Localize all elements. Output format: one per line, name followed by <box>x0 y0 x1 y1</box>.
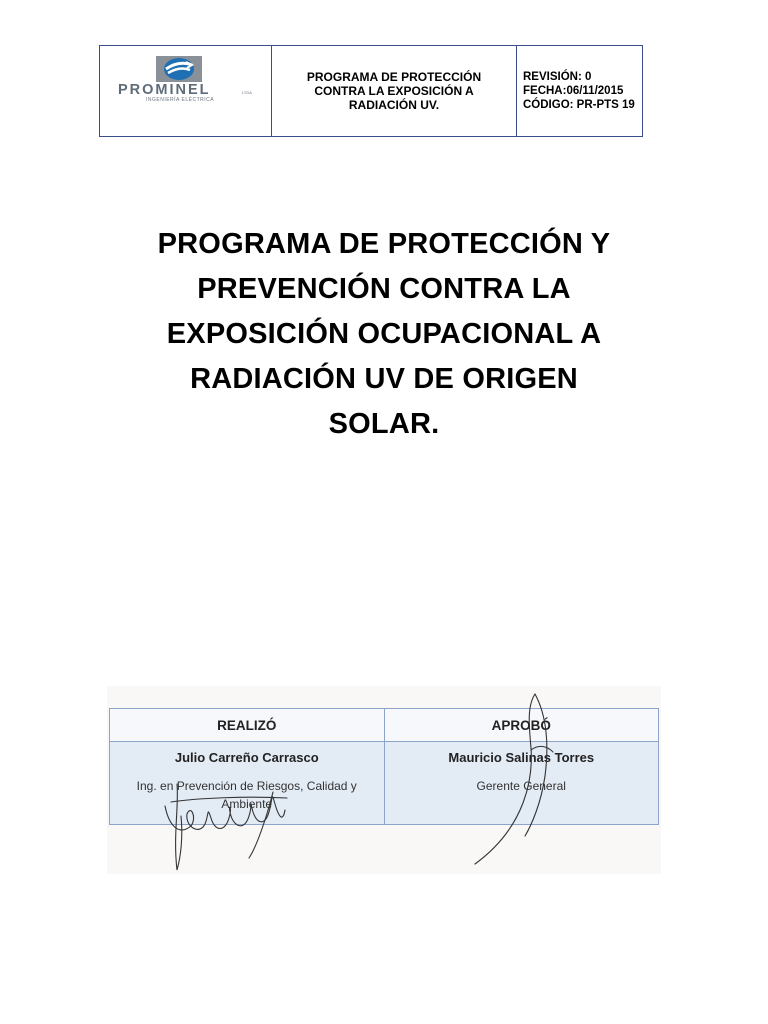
signatures-overlay <box>107 686 661 874</box>
company-logo <box>100 46 271 136</box>
document-title-line: EXPOSICIÓN OCUPACIONAL A <box>166 318 602 350</box>
realizo-name: Julio Carreño Carrasco <box>174 750 319 765</box>
logo-suffix: LTDA <box>242 90 252 95</box>
logo-wordmark: PROMINEL <box>118 82 211 98</box>
approval-section <box>107 686 661 874</box>
date-text: FECHA:06/11/2015 <box>523 85 624 97</box>
header-title-line: CONTRA LA EXPOSICIÓN A <box>314 84 474 98</box>
logo-cell <box>100 46 272 137</box>
revision-text: REVISIÓN: 0 <box>523 71 592 83</box>
document-title-line: RADIACIÓN UV DE ORIGEN <box>190 363 578 395</box>
code-text: CÓDIGO: PR-PTS 19 <box>523 99 635 111</box>
realizo-header: REALIZÓ <box>110 709 385 742</box>
document-title <box>84 222 684 447</box>
prominel-logo-icon <box>156 56 202 82</box>
realizo-role-line: Ambiente <box>221 797 273 811</box>
aprobo-name: Mauricio Salinas Torres <box>448 750 595 765</box>
aprobo-header: APROBÓ <box>384 709 659 742</box>
aprobo-role: Gerente General <box>476 779 566 793</box>
document-title-line: PREVENCIÓN CONTRA LA <box>197 273 571 305</box>
document-title-line: SOLAR. <box>328 408 440 440</box>
header-meta <box>517 46 643 137</box>
header-title-line: RADIACIÓN UV. <box>348 98 440 112</box>
signature-aprobo-icon <box>475 694 553 864</box>
document-title-line: PROGRAMA DE PROTECCIÓN Y <box>157 228 611 260</box>
realizo-role-line: Ing. en Prevención de Riesgos, Calidad y <box>136 779 357 793</box>
signature-realizo-icon <box>165 784 287 870</box>
header-title <box>272 46 517 137</box>
header-title-line: PROGRAMA DE PROTECCIÓN <box>306 70 482 84</box>
document-header <box>99 45 643 137</box>
logo-tagline: INGENIERÍA ELÉCTRICA <box>146 97 215 103</box>
